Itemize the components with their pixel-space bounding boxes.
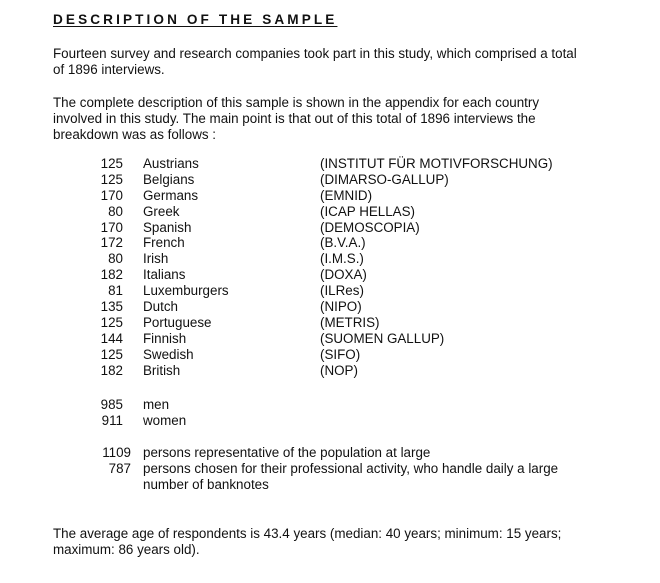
- gender-label: women: [143, 412, 187, 428]
- table-row: [0, 172, 660, 188]
- institute-name: (I.M.S.): [320, 251, 364, 267]
- interview-count: 125: [100, 346, 123, 362]
- interview-count: 80: [108, 203, 123, 219]
- interview-count: 182: [100, 362, 123, 378]
- nationality: Italians: [143, 267, 186, 283]
- institute-name: (INSTITUT FÜR MOTIVFORSCHUNG): [320, 156, 553, 171]
- nationality: Dutch: [143, 299, 178, 315]
- respondent-count: 787: [108, 461, 131, 476]
- institute-name: (NOP): [320, 362, 358, 378]
- table-row: [0, 267, 660, 283]
- interview-count: 170: [100, 219, 123, 235]
- respondent-type-breakdown: [0, 445, 660, 493]
- nationality: Portuguese: [143, 314, 212, 330]
- interview-count: 172: [100, 235, 123, 251]
- table-row: [0, 204, 660, 220]
- interview-count: 135: [100, 299, 123, 315]
- institute-name: (SUOMEN GALLUP): [320, 330, 445, 346]
- list-item: [0, 397, 660, 413]
- nationality: Swedish: [143, 346, 194, 362]
- list-item: [0, 445, 660, 461]
- institute-name: (NIPO): [320, 299, 362, 315]
- age-summary-paragraph: The average age of respondents is 43.4 years (median: 40 years; minimum: 15 years; maximum: 86 years old).: [53, 526, 562, 557]
- nationality: Irish: [143, 251, 169, 267]
- nationality: Luxemburgers: [143, 283, 229, 299]
- institute-name: (ICAP HELLAS): [320, 203, 416, 219]
- institute-name: (SIFO): [320, 346, 361, 362]
- table-row: [0, 363, 660, 379]
- respondent-description: persons chosen for their professional activity, who handle daily a large number of banknotes: [143, 461, 559, 492]
- respondent-count: 1109: [102, 445, 131, 460]
- nationality: British: [143, 362, 181, 378]
- table-row: [0, 315, 660, 331]
- interview-count: 80: [108, 251, 123, 267]
- table-row: [0, 299, 660, 315]
- gender-label: men: [143, 397, 170, 412]
- institute-name: (DEMOSCOPIA): [320, 219, 420, 235]
- nationality: French: [143, 235, 185, 251]
- gender-count: 985: [100, 397, 123, 412]
- institute-name: (METRIS): [320, 314, 380, 330]
- nationality: Belgians: [143, 171, 195, 187]
- table-row: [0, 235, 660, 251]
- interview-count: 125: [100, 156, 123, 171]
- table-row: [0, 283, 660, 299]
- interview-count: 144: [100, 330, 123, 346]
- interview-count: 125: [100, 171, 123, 187]
- list-item: [0, 413, 660, 429]
- table-row: [0, 331, 660, 347]
- gender-breakdown: [0, 397, 660, 429]
- description-paragraph: The complete description of this sample is shown in the appendix for each country involved in this study. The main point is that out of this total of 1896 interviews the breakdown was as follows :: [53, 95, 540, 142]
- nationality: Austrians: [143, 156, 199, 171]
- country-breakdown-table: [0, 156, 660, 378]
- list-item: [0, 461, 660, 493]
- interview-count: 125: [100, 314, 123, 330]
- nationality: Germans: [143, 187, 199, 203]
- institute-name: (B.V.A.): [320, 235, 366, 251]
- table-row: [0, 347, 660, 363]
- nationality: Finnish: [143, 330, 187, 346]
- table-row: [0, 220, 660, 236]
- institute-name: (EMNID): [320, 187, 373, 203]
- gender-count: 911: [101, 412, 123, 428]
- section-heading: DESCRIPTION OF THE SAMPLE: [53, 12, 338, 27]
- institute-name: (DOXA): [320, 267, 367, 283]
- nationality: Spanish: [143, 219, 192, 235]
- respondent-description: persons representative of the population at large: [143, 445, 431, 460]
- table-row: [0, 251, 660, 267]
- intro-paragraph: Fourteen survey and research companies took part in this study, which comprised a total of 1896 interviews.: [53, 46, 577, 77]
- institute-name: (DIMARSO-GALLUP): [320, 171, 449, 187]
- interview-count: 81: [108, 283, 123, 299]
- interview-count: 182: [100, 267, 123, 283]
- nationality: Greek: [143, 203, 180, 219]
- institute-name: (ILRes): [320, 283, 364, 299]
- table-row: [0, 156, 660, 172]
- interview-count: 170: [100, 187, 123, 203]
- table-row: [0, 188, 660, 204]
